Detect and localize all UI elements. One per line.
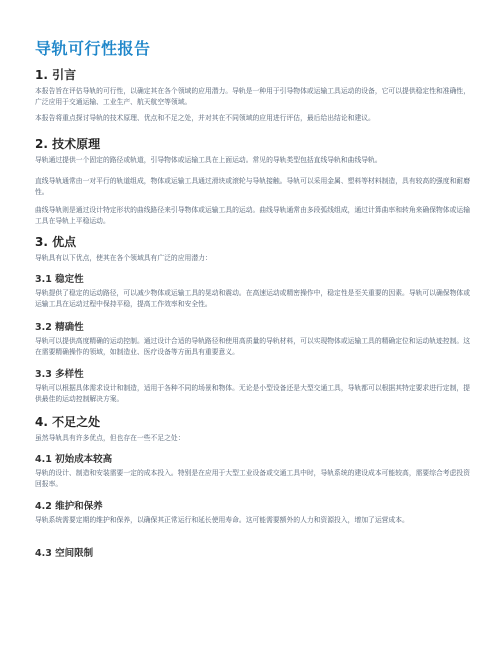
paragraph: 本报告将重点探讨导轨的技术原理、优点和不足之处，并对其在不同领域的应用进行评估，最后给出结论和建议。 (35, 114, 375, 122)
section-heading-introduction: 1. 引言 (35, 68, 77, 82)
section-heading-disadvantages: 4. 不足之处 (35, 415, 101, 429)
paragraph: 导轨可以提供高度精确的运动控制。通过设计合适的导轨路径和使用高质量的导轨材料，可以实现物体或运输工具的精确定位和运动轨迹控制。这在需要精确操作的领域，如制造业、医疗设备等方面具有重要意义。 (35, 337, 470, 356)
subsection-heading: 3.2 精确性 (35, 322, 84, 333)
paragraph: 导轨的设计、制造和安装需要一定的成本投入。特别是在应用于大型工业设备或交通工具中时，导轨系统的建设成本可能较高，需要综合考虑投资回报率。 (35, 469, 470, 488)
paragraph: 导轨提供了稳定的运动路径，可以减少物体或运输工具的晃动和震动。在高速运动或精密操作中，稳定性是至关重要的因素。导轨可以确保物体或运输工具在运动过程中保持平稳，提高工作效率和安全性。 (35, 289, 470, 308)
subsection-heading: 3.3 多样性 (35, 369, 84, 380)
paragraph: 曲线导轨则是通过设计特定形状的曲线路径来引导物体或运输工具的运动。曲线导轨通常由多段弧线组成，通过计算曲率和转角来确保物体或运输工具在导轨上平稳运动。 (35, 206, 470, 225)
paragraph: 导轨通过提供一个固定的路径或轨道，引导物体或运输工具在上面运动。常见的导轨类型包括直线导轨和曲线导轨。 (35, 156, 382, 164)
paragraph: 本报告旨在评估导轨的可行性，以确定其在各个领域的应用潜力。导轨是一种用于引导物体或运输工具运动的设备，它可以提供稳定性和准确性，广泛应用于交通运输、工业生产、航天航空等领域。 (35, 87, 470, 106)
section-heading-principle: 2. 技术原理 (35, 137, 101, 151)
subsection-heading: 3.1 稳定性 (35, 274, 84, 285)
paragraph: 导轨可以根据具体需求设计和制造，适用于各种不同的场景和物体。无论是小型设备还是大型交通工具，导轨都可以根据其特定要求进行定制，提供最佳的运动控制解决方案。 (35, 384, 470, 403)
paragraph: 导轨系统需要定期的维护和保养，以确保其正常运行和延长使用寿命。这可能需要额外的人力和资源投入，增加了运营成本。 (35, 516, 409, 524)
paragraph: 直线导轨通常由一对平行的轨道组成，物体或运输工具通过滑块或滚轮与导轨接触。导轨可以采用金属、塑料等材料制造，具有较高的强度和耐磨性。 (35, 177, 470, 196)
paragraph: 导轨具有以下优点，使其在各个领域具有广泛的应用潜力： (35, 254, 212, 262)
document-title: 导轨可行性报告 (35, 39, 151, 58)
subsection-heading: 4.1 初始成本较高 (35, 454, 113, 465)
paragraph: 虽然导轨具有许多优点，但也存在一些不足之处： (35, 434, 185, 442)
section-heading-advantages: 3. 优点 (35, 235, 77, 249)
subsection-heading: 4.2 维护和保养 (35, 501, 103, 512)
subsection-heading: 4.3 空间限制 (35, 548, 94, 559)
